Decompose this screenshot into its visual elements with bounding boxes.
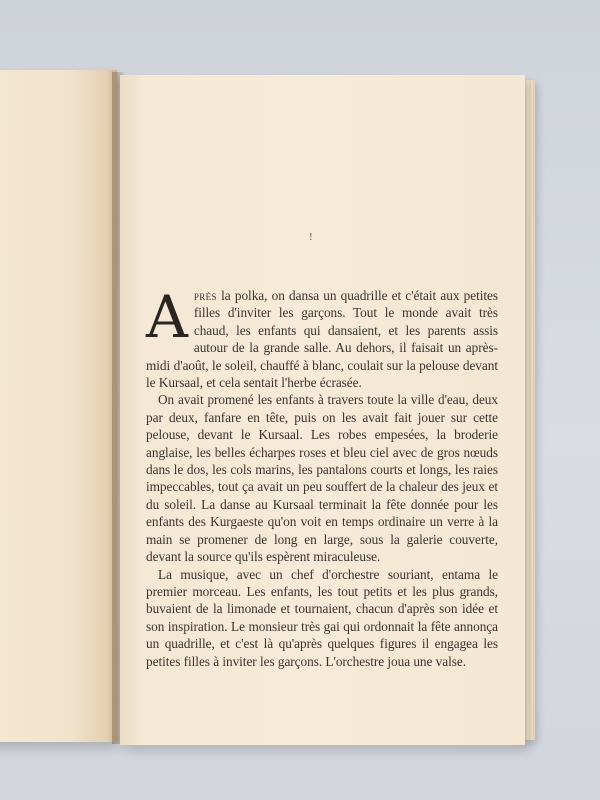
left-page [0,70,117,742]
paragraph-3: La musique, avec un chef d'orchestre souriant, entama le premier morceau. Les enfants, les tout petits et les plus grands, buvaient de la limonade et tournaient, chacun d'après son idée et son inspiration. Le monsieur très gai qui ordonnait la fête annonça un quadrille, et c'est là qu'après quelques figures il engagea les petites filles à inviter les garçons. L'orchestre joua une valse. [146,566,498,669]
paragraph-1 [146,283,498,391]
paragraph-1-text: la polka, on dansa un quadrille et c'était aux petites filles d'inviter les garçons. Tout le monde avait très chaud, les enfants qui dansaient, et les parents assis autour de la grande salle. Au dehors, il faisait un après-midi d'août, le soleil, chauffé à blanc, coulait sur la pelouse devant le Kursaal, et cela sentait l'herbe écrasée. [146,288,498,391]
paragraph-2: On avait promené les enfants à travers toute la ville d'eau, deux par deux, fanfare en tête, puis on les avait fait jouer sur cette pelouse, devant le Kursaal. Les robes empesées, la broderie anglaise, les belles écharpes roses et bleu ciel avec de gros nœuds dans le dos, les cols marins, les pantalons courts et longs, les raies impeccables, tout ça avait un peu souffert de la chaleur des jeux et du soleil. La danse au Kursaal terminait la fête donnée pour les enfants des Kurgaeste qu'on voit en temps ordinaire un verre à la main se promener de long en large, sous la galerie couverte, devant la source qu'ils espèrent miraculeuse. [146,392,498,565]
lead-word: près [193,288,217,303]
drop-cap: A [146,283,188,351]
page-marker: ! [309,231,313,243]
text-block [146,283,498,670]
